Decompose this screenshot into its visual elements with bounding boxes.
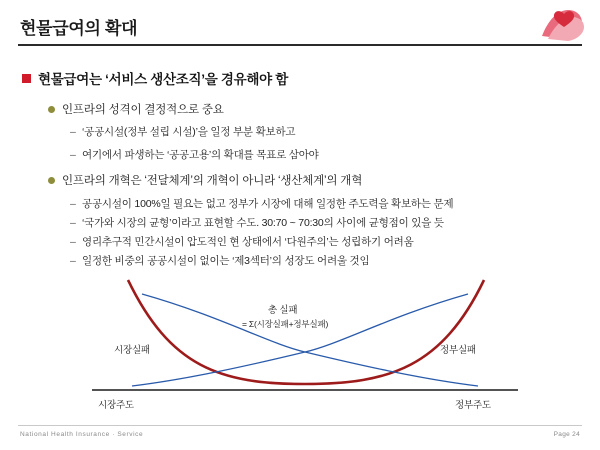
- label-market-failure: 시장실패: [114, 345, 150, 356]
- series-government-failure: [132, 294, 468, 386]
- bullet-level1: [22, 68, 288, 88]
- bullet-level1-text: 현물급여는 ‘서비스 생산조직’을 경유해야 함: [38, 72, 289, 87]
- bullet-level2-2-text: 인프라의 개혁은 ‘전달체계’의 개혁이 아니라 ‘생산체계’의 개혁: [62, 175, 363, 187]
- bullet-level2-1-text: 인프라의 성격이 결정적으로 중요: [62, 104, 224, 116]
- series-total-failure: [128, 280, 484, 384]
- chart-subtitle: = Σ(시장실패+정부실패): [242, 319, 329, 329]
- failure-curves-chart: [70, 272, 540, 417]
- bullet-level3-1-2: [70, 147, 319, 162]
- axis-end-government: 정부주도: [455, 400, 491, 411]
- footer-divider: [18, 425, 582, 426]
- round-bullet-icon: [48, 177, 55, 184]
- dash-bullet-icon: –: [70, 217, 76, 229]
- bullet-level3-2-4-text: 일정한 비중의 공공시설이 없이는 ‘제3섹터’의 성장도 어려울 것임: [82, 255, 370, 267]
- footer-org: National Health Insurance · Service: [20, 431, 144, 438]
- chart-title: 총 실패: [268, 305, 298, 316]
- square-bullet-icon: [22, 74, 31, 83]
- bullet-level3-2-3-text: 영리추구적 민간시설이 압도적인 현 상태에서 ‘다원주의’는 성립하기 어려움: [82, 236, 414, 248]
- bullet-level3-2-1: [70, 196, 453, 211]
- bullet-level3-2-2: [70, 215, 444, 230]
- round-bullet-icon: [48, 106, 55, 113]
- bullet-level2-2: [48, 172, 362, 188]
- dash-bullet-icon: –: [70, 126, 76, 138]
- dash-bullet-icon: –: [70, 149, 76, 161]
- axis-end-market: 시장주도: [98, 400, 134, 411]
- bullet-level3-2-1-text: 공공시설이 100%일 필요는 없고 정부가 시장에 대해 일정한 주도력을 확보하는 문제: [82, 198, 454, 210]
- page-title: 현물급여의 확대: [20, 19, 138, 38]
- bullet-level3-1-2-text: 여기에서 파생하는 ‘공공고용’의 확대를 목표로 삼아야: [82, 149, 319, 161]
- dash-bullet-icon: –: [70, 198, 76, 210]
- footer-page-number: Page 24: [553, 431, 580, 438]
- bullet-level2-1: [48, 101, 224, 117]
- label-government-failure: 정부실패: [440, 345, 476, 356]
- heart-ribbon-logo-icon: [524, 6, 586, 42]
- title-divider: [18, 44, 582, 46]
- dash-bullet-icon: –: [70, 255, 76, 267]
- bullet-level3-2-3: [70, 234, 414, 249]
- bullet-level3-2-2-text: ‘국가와 시장의 균형’이라고 표현할 수도. 30:70 ~ 70:30의 사이에 균형점이 있을 듯: [82, 217, 444, 229]
- series-market-failure: [142, 294, 478, 386]
- bullet-level3-2-4: [70, 253, 369, 268]
- bullet-level3-1-1-text: ‘공공시설(정부 설립 시설)’을 일정 부분 확보하고: [82, 126, 296, 138]
- dash-bullet-icon: –: [70, 236, 76, 248]
- bullet-level3-1-1: [70, 124, 295, 139]
